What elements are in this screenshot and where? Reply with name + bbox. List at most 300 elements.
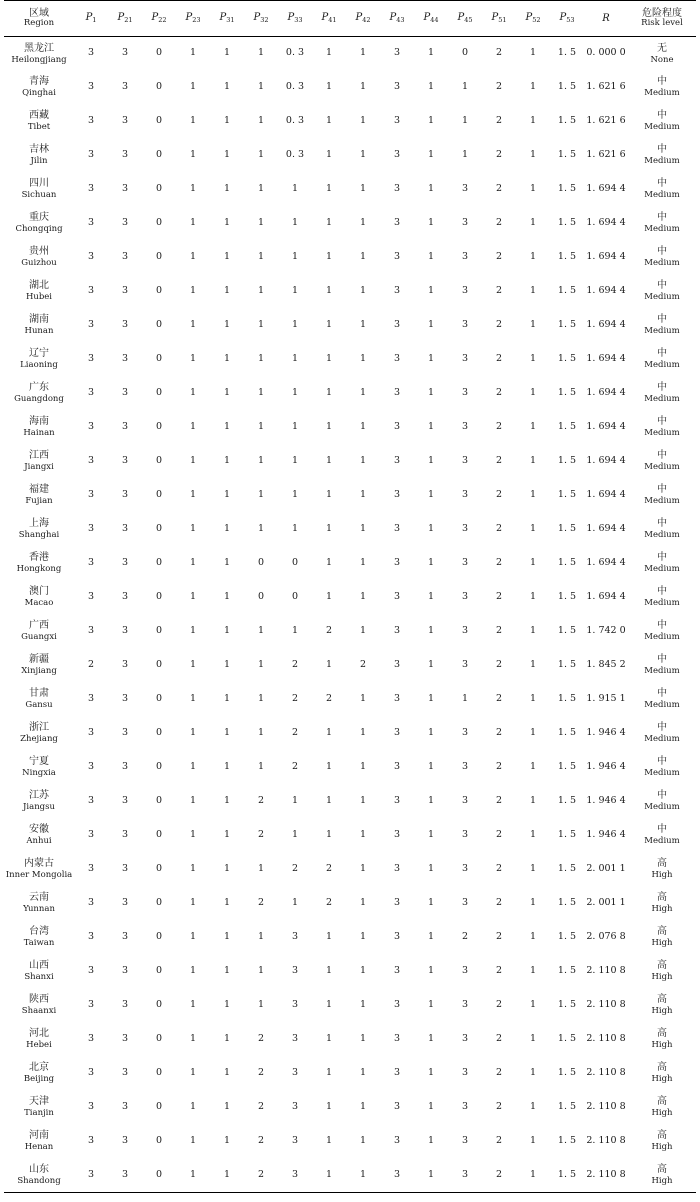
risk-level-cn: 中	[657, 178, 667, 190]
param-value-cell: 2	[495, 47, 503, 59]
param-value-cell: 1	[359, 931, 367, 943]
param-value-cell: 1	[291, 897, 299, 909]
risk-level-cell	[628, 853, 696, 887]
param-value-cell: 1	[325, 591, 333, 603]
header-param-letter: P	[253, 12, 261, 24]
table-row	[4, 343, 696, 377]
param-value-cell: 3	[461, 455, 469, 467]
risk-level-cell	[628, 819, 696, 853]
param-value-cell: 1	[325, 1067, 333, 1079]
param-value-cell: 1	[427, 659, 435, 671]
region-cell	[4, 921, 74, 955]
param-value-cell: 3	[121, 965, 129, 977]
param-value-cell: 1	[223, 659, 231, 671]
param-value-cell: 1	[291, 421, 299, 433]
param-value-cell: 1	[189, 965, 197, 977]
param-value-cell: 1	[427, 285, 435, 297]
table-row	[4, 1125, 696, 1159]
header-param-p43	[380, 1, 414, 37]
header-param-letter: P	[559, 12, 567, 24]
param-value-cell: 2	[495, 183, 503, 195]
param-value-cell: 3	[121, 897, 129, 909]
param-value-cell: 1	[189, 47, 197, 59]
header-param-letter: P	[457, 12, 465, 24]
region-name-cn: 河北	[29, 1028, 49, 1040]
risk-level-en: Medium	[644, 190, 680, 201]
region-cell	[4, 547, 74, 581]
param-value-cell: 2	[291, 727, 299, 739]
param-value-cell: 0	[155, 217, 163, 229]
param-value-cell: 1	[223, 591, 231, 603]
param-value-cell: 3	[461, 591, 469, 603]
param-value-cell: 0	[155, 523, 163, 535]
param-value-cell: 3	[87, 727, 95, 739]
param-value-cell: 1. 5	[557, 421, 577, 433]
param-value-cell: 1	[223, 557, 231, 569]
header-param-letter: P	[423, 12, 431, 24]
risk-level-cell	[628, 343, 696, 377]
risk-level-en: Medium	[644, 564, 680, 575]
param-value-cell: 1	[291, 319, 299, 331]
r-value-cell: 1. 694 4	[586, 217, 626, 229]
risk-level-en: Medium	[644, 122, 680, 133]
param-value-cell: 3	[87, 421, 95, 433]
param-value-cell: 2	[495, 489, 503, 501]
region-cell	[4, 275, 74, 309]
param-value-cell: 0	[155, 761, 163, 773]
region-name-cn: 山西	[29, 960, 49, 972]
risk-level-cell	[628, 479, 696, 513]
param-value-cell: 1	[359, 251, 367, 263]
param-value-cell: 3	[461, 251, 469, 263]
r-value-cell: 2. 110 8	[586, 1135, 626, 1147]
param-value-cell: 1	[427, 591, 435, 603]
param-value-cell: 1. 5	[557, 727, 577, 739]
param-value-cell: 1	[529, 693, 537, 705]
risk-level-cell	[628, 207, 696, 241]
param-value-cell: 1. 5	[557, 285, 577, 297]
param-value-cell: 3	[461, 727, 469, 739]
param-value-cell: 1	[359, 999, 367, 1011]
param-value-cell: 1	[427, 931, 435, 943]
param-value-cell: 3	[121, 863, 129, 875]
header-param-subscript: 42	[362, 16, 371, 25]
param-value-cell: 3	[87, 455, 95, 467]
param-value-cell: 2	[495, 115, 503, 127]
param-value-cell: 3	[291, 1033, 299, 1045]
param-value-cell: 1	[461, 693, 469, 705]
param-value-cell: 0	[155, 829, 163, 841]
param-value-cell: 1	[223, 523, 231, 535]
region-cell	[4, 173, 74, 207]
risk-level-en: None	[650, 54, 674, 65]
risk-level-cell	[628, 547, 696, 581]
param-value-cell: 2	[291, 863, 299, 875]
param-value-cell: 2	[257, 1067, 265, 1079]
param-value-cell: 2	[257, 1033, 265, 1045]
table-row	[4, 377, 696, 411]
param-value-cell: 3	[393, 557, 401, 569]
param-value-cell: 1	[189, 285, 197, 297]
risk-level-cn: 高	[657, 1028, 667, 1040]
table-row	[4, 37, 696, 71]
param-value-cell: 3	[121, 183, 129, 195]
param-value-cell: 1. 5	[557, 591, 577, 603]
param-value-cell: 2	[325, 897, 333, 909]
param-value-cell: 3	[121, 829, 129, 841]
param-value-cell: 1	[189, 421, 197, 433]
param-value-cell: 1	[325, 217, 333, 229]
region-name-en: Yunnan	[23, 904, 55, 915]
param-value-cell: 1	[189, 217, 197, 229]
param-value-cell: 2	[495, 1168, 503, 1180]
param-value-cell: 1	[427, 829, 435, 841]
region-name-en: Inner Mongolia	[5, 870, 73, 881]
region-cell	[4, 207, 74, 241]
param-value-cell: 3	[393, 727, 401, 739]
region-name-cn: 江苏	[29, 790, 49, 802]
param-value-cell: 1	[223, 183, 231, 195]
risk-level-cell	[628, 1057, 696, 1091]
param-value-cell: 3	[393, 897, 401, 909]
region-name-en: Gansu	[25, 700, 53, 711]
table-row	[4, 105, 696, 139]
r-value-cell: 1. 946 4	[586, 795, 626, 807]
region-name-cn: 上海	[29, 518, 49, 530]
risk-level-cn: 高	[657, 1164, 667, 1176]
risk-level-en: Medium	[644, 734, 680, 745]
param-value-cell: 1	[427, 761, 435, 773]
region-cell	[4, 717, 74, 751]
param-value-cell: 1. 5	[557, 693, 577, 705]
header-param-p41	[312, 1, 346, 37]
param-value-cell: 2	[291, 659, 299, 671]
risk-level-en: High	[651, 972, 673, 983]
param-value-cell: 1	[257, 421, 265, 433]
param-value-cell: 1	[529, 727, 537, 739]
table-row	[4, 649, 696, 683]
param-value-cell: 0	[155, 183, 163, 195]
param-value-cell: 2	[325, 863, 333, 875]
param-value-cell: 1. 5	[557, 761, 577, 773]
param-value-cell: 3	[393, 1033, 401, 1045]
region-name-cn: 黑龙江	[24, 42, 54, 54]
param-value-cell: 3	[393, 319, 401, 331]
param-value-cell: 3	[87, 489, 95, 501]
param-value-cell: 1	[325, 387, 333, 399]
param-value-cell: 1	[325, 421, 333, 433]
param-value-cell: 0	[155, 421, 163, 433]
header-param-subscript: 51	[498, 16, 507, 25]
param-value-cell: 3	[461, 897, 469, 909]
param-value-cell: 0	[155, 1067, 163, 1079]
param-value-cell: 1	[291, 285, 299, 297]
param-value-cell: 3	[291, 1067, 299, 1079]
risk-level-cell	[628, 751, 696, 785]
risk-level-cn: 高	[657, 892, 667, 904]
region-name-cn: 湖南	[29, 314, 49, 326]
param-value-cell: 3	[87, 693, 95, 705]
param-value-cell: 1. 5	[557, 353, 577, 365]
param-value-cell: 2	[257, 1135, 265, 1147]
table-row	[4, 275, 696, 309]
param-value-cell: 3	[121, 387, 129, 399]
param-value-cell: 3	[87, 217, 95, 229]
param-value-cell: 0	[155, 455, 163, 467]
risk-level-en: High	[651, 870, 673, 881]
risk-level-en: Medium	[644, 428, 680, 439]
param-value-cell: 2	[495, 829, 503, 841]
param-value-cell: 1	[325, 1135, 333, 1147]
param-value-cell: 1. 5	[557, 47, 577, 59]
param-value-cell: 2	[495, 251, 503, 263]
param-value-cell: 0. 3	[285, 47, 305, 59]
risk-level-cell	[628, 309, 696, 343]
param-value-cell: 3	[121, 659, 129, 671]
param-value-cell: 1. 5	[557, 1135, 577, 1147]
param-value-cell: 3	[461, 319, 469, 331]
param-value-cell: 3	[121, 727, 129, 739]
param-value-cell: 3	[121, 251, 129, 263]
param-value-cell: 3	[87, 47, 95, 59]
risk-level-cell	[628, 71, 696, 105]
param-value-cell: 1	[257, 47, 265, 59]
risk-level-cell	[628, 955, 696, 989]
param-value-cell: 0	[155, 115, 163, 127]
risk-level-cell	[628, 139, 696, 173]
region-name-en: Shaanxi	[21, 1006, 57, 1017]
param-value-cell: 1	[427, 795, 435, 807]
param-value-cell: 1	[325, 183, 333, 195]
param-value-cell: 1	[257, 693, 265, 705]
param-value-cell: 2	[495, 319, 503, 331]
param-value-cell: 0	[155, 897, 163, 909]
header-param-p44	[414, 1, 448, 37]
param-value-cell: 3	[87, 795, 95, 807]
r-value-cell: 1. 694 4	[586, 591, 626, 603]
region-name-en: Hongkong	[16, 564, 62, 575]
param-value-cell: 3	[121, 81, 129, 93]
param-value-cell: 1	[529, 761, 537, 773]
param-value-cell: 0	[155, 727, 163, 739]
region-name-cn: 辽宁	[29, 348, 49, 360]
param-value-cell: 0	[155, 387, 163, 399]
param-value-cell: 3	[393, 761, 401, 773]
param-value-cell: 1	[529, 1067, 537, 1079]
param-value-cell: 1	[189, 557, 197, 569]
risk-level-cn: 高	[657, 858, 667, 870]
param-value-cell: 1	[223, 47, 231, 59]
param-value-cell: 1	[325, 965, 333, 977]
param-value-cell: 3	[87, 1135, 95, 1147]
header-param-p53	[550, 1, 584, 37]
header-r: R	[602, 12, 610, 24]
risk-level-en: Medium	[644, 666, 680, 677]
param-value-cell: 1	[359, 1168, 367, 1180]
risk-level-cell	[628, 887, 696, 921]
param-value-cell: 3	[393, 183, 401, 195]
risk-level-en: Medium	[644, 836, 680, 847]
param-value-cell: 1	[427, 1101, 435, 1113]
param-value-cell: 3	[461, 1135, 469, 1147]
param-value-cell: 1	[529, 999, 537, 1011]
param-value-cell: 3	[87, 965, 95, 977]
table-row	[4, 1057, 696, 1091]
param-value-cell: 1	[461, 149, 469, 161]
param-value-cell: 1	[189, 387, 197, 399]
param-value-cell: 1	[257, 115, 265, 127]
header-param-p45	[448, 1, 482, 37]
risk-assessment-table	[4, 0, 696, 1193]
param-value-cell: 1	[427, 999, 435, 1011]
param-value-cell: 1	[325, 1033, 333, 1045]
param-value-cell: 1	[427, 625, 435, 637]
param-value-cell: 2	[291, 761, 299, 773]
region-cell	[4, 37, 74, 71]
param-value-cell: 0	[155, 1135, 163, 1147]
param-value-cell: 1	[257, 285, 265, 297]
risk-level-cell	[628, 615, 696, 649]
param-value-cell: 2	[495, 1101, 503, 1113]
param-value-cell: 3	[393, 387, 401, 399]
risk-level-cn: 高	[657, 926, 667, 938]
param-value-cell: 1	[529, 897, 537, 909]
risk-level-cn: 中	[657, 212, 667, 224]
param-value-cell: 1	[359, 897, 367, 909]
risk-level-cn: 高	[657, 994, 667, 1006]
region-cell	[4, 479, 74, 513]
param-value-cell: 1	[325, 557, 333, 569]
param-value-cell: 1	[223, 387, 231, 399]
r-value-cell: 1. 694 4	[586, 421, 626, 433]
param-value-cell: 1	[325, 761, 333, 773]
param-value-cell: 2	[495, 1135, 503, 1147]
param-value-cell: 1	[325, 829, 333, 841]
table-row	[4, 1159, 696, 1193]
region-name-en: Chongqing	[15, 224, 63, 235]
param-value-cell: 1	[529, 1135, 537, 1147]
param-value-cell: 1	[189, 897, 197, 909]
header-param-subscript: 31	[226, 16, 235, 25]
param-value-cell: 1	[359, 115, 367, 127]
r-value-cell: 2. 076 8	[586, 931, 626, 943]
region-name-en: Shanghai	[18, 530, 60, 541]
param-value-cell: 1	[359, 591, 367, 603]
header-param-subscript: 21	[124, 16, 133, 25]
param-value-cell: 1	[529, 353, 537, 365]
param-value-cell: 3	[393, 591, 401, 603]
param-value-cell: 3	[87, 557, 95, 569]
risk-level-en: Medium	[644, 768, 680, 779]
table-body	[4, 37, 696, 1193]
param-value-cell: 1	[257, 387, 265, 399]
r-value-cell: 1. 946 4	[586, 727, 626, 739]
param-value-cell: 1	[291, 353, 299, 365]
param-value-cell: 0	[155, 285, 163, 297]
risk-level-cn: 中	[657, 824, 667, 836]
param-value-cell: 3	[393, 965, 401, 977]
risk-level-en: Medium	[644, 292, 680, 303]
param-value-cell: 3	[461, 625, 469, 637]
region-name-en: Anhui	[26, 836, 52, 847]
param-value-cell: 1	[291, 625, 299, 637]
param-value-cell: 1	[257, 523, 265, 535]
param-value-cell: 1	[291, 387, 299, 399]
r-value-cell: 2. 110 8	[586, 965, 626, 977]
param-value-cell: 1	[529, 829, 537, 841]
param-value-cell: 3	[461, 217, 469, 229]
param-value-cell: 1	[325, 285, 333, 297]
param-value-cell: 2	[257, 1168, 265, 1180]
risk-level-cn: 中	[657, 484, 667, 496]
param-value-cell: 3	[121, 353, 129, 365]
header-param-letter: P	[321, 12, 329, 24]
region-name-en: Sichuan	[21, 190, 57, 201]
r-value-cell: 1. 845 2	[586, 659, 626, 671]
header-param-subscript: 1	[92, 16, 97, 25]
param-value-cell: 3	[121, 591, 129, 603]
param-value-cell: 1	[189, 523, 197, 535]
param-value-cell: 3	[87, 183, 95, 195]
risk-level-cn: 中	[657, 518, 667, 530]
region-cell	[4, 683, 74, 717]
param-value-cell: 1	[223, 149, 231, 161]
param-value-cell: 1	[325, 251, 333, 263]
region-name-cn: 香港	[29, 552, 49, 564]
param-value-cell: 1	[257, 81, 265, 93]
param-value-cell: 3	[393, 251, 401, 263]
param-value-cell: 1	[359, 1033, 367, 1045]
risk-level-en: Medium	[644, 394, 680, 405]
param-value-cell: 1	[359, 183, 367, 195]
param-value-cell: 3	[121, 1033, 129, 1045]
table-row	[4, 921, 696, 955]
table-row	[4, 751, 696, 785]
param-value-cell: 0	[155, 47, 163, 59]
param-value-cell: 1	[359, 863, 367, 875]
param-value-cell: 1	[257, 183, 265, 195]
header-risk-en: Risk level	[641, 18, 683, 29]
r-value-cell: 1. 694 4	[586, 251, 626, 263]
region-name-cn: 重庆	[29, 212, 49, 224]
param-value-cell: 0	[155, 965, 163, 977]
param-value-cell: 1	[359, 625, 367, 637]
param-value-cell: 3	[87, 1033, 95, 1045]
param-value-cell: 0	[155, 795, 163, 807]
param-value-cell: 3	[393, 1135, 401, 1147]
param-value-cell: 1	[291, 795, 299, 807]
risk-level-cell	[628, 717, 696, 751]
region-cell	[4, 241, 74, 275]
r-value-cell: 1. 694 4	[586, 285, 626, 297]
table-row	[4, 71, 696, 105]
param-value-cell: 0. 3	[285, 149, 305, 161]
region-name-cn: 西藏	[29, 110, 49, 122]
param-value-cell: 0	[155, 251, 163, 263]
param-value-cell: 1	[427, 1033, 435, 1045]
table-row	[4, 513, 696, 547]
param-value-cell: 1	[291, 455, 299, 467]
param-value-cell: 2	[325, 625, 333, 637]
risk-level-cn: 中	[657, 246, 667, 258]
param-value-cell: 1	[529, 1168, 537, 1180]
param-value-cell: 1	[359, 285, 367, 297]
header-param-subscript: 32	[260, 16, 269, 25]
r-value-cell: 1. 742 0	[586, 625, 626, 637]
param-value-cell: 1	[291, 183, 299, 195]
param-value-cell: 3	[121, 693, 129, 705]
param-value-cell: 1. 5	[557, 81, 577, 93]
